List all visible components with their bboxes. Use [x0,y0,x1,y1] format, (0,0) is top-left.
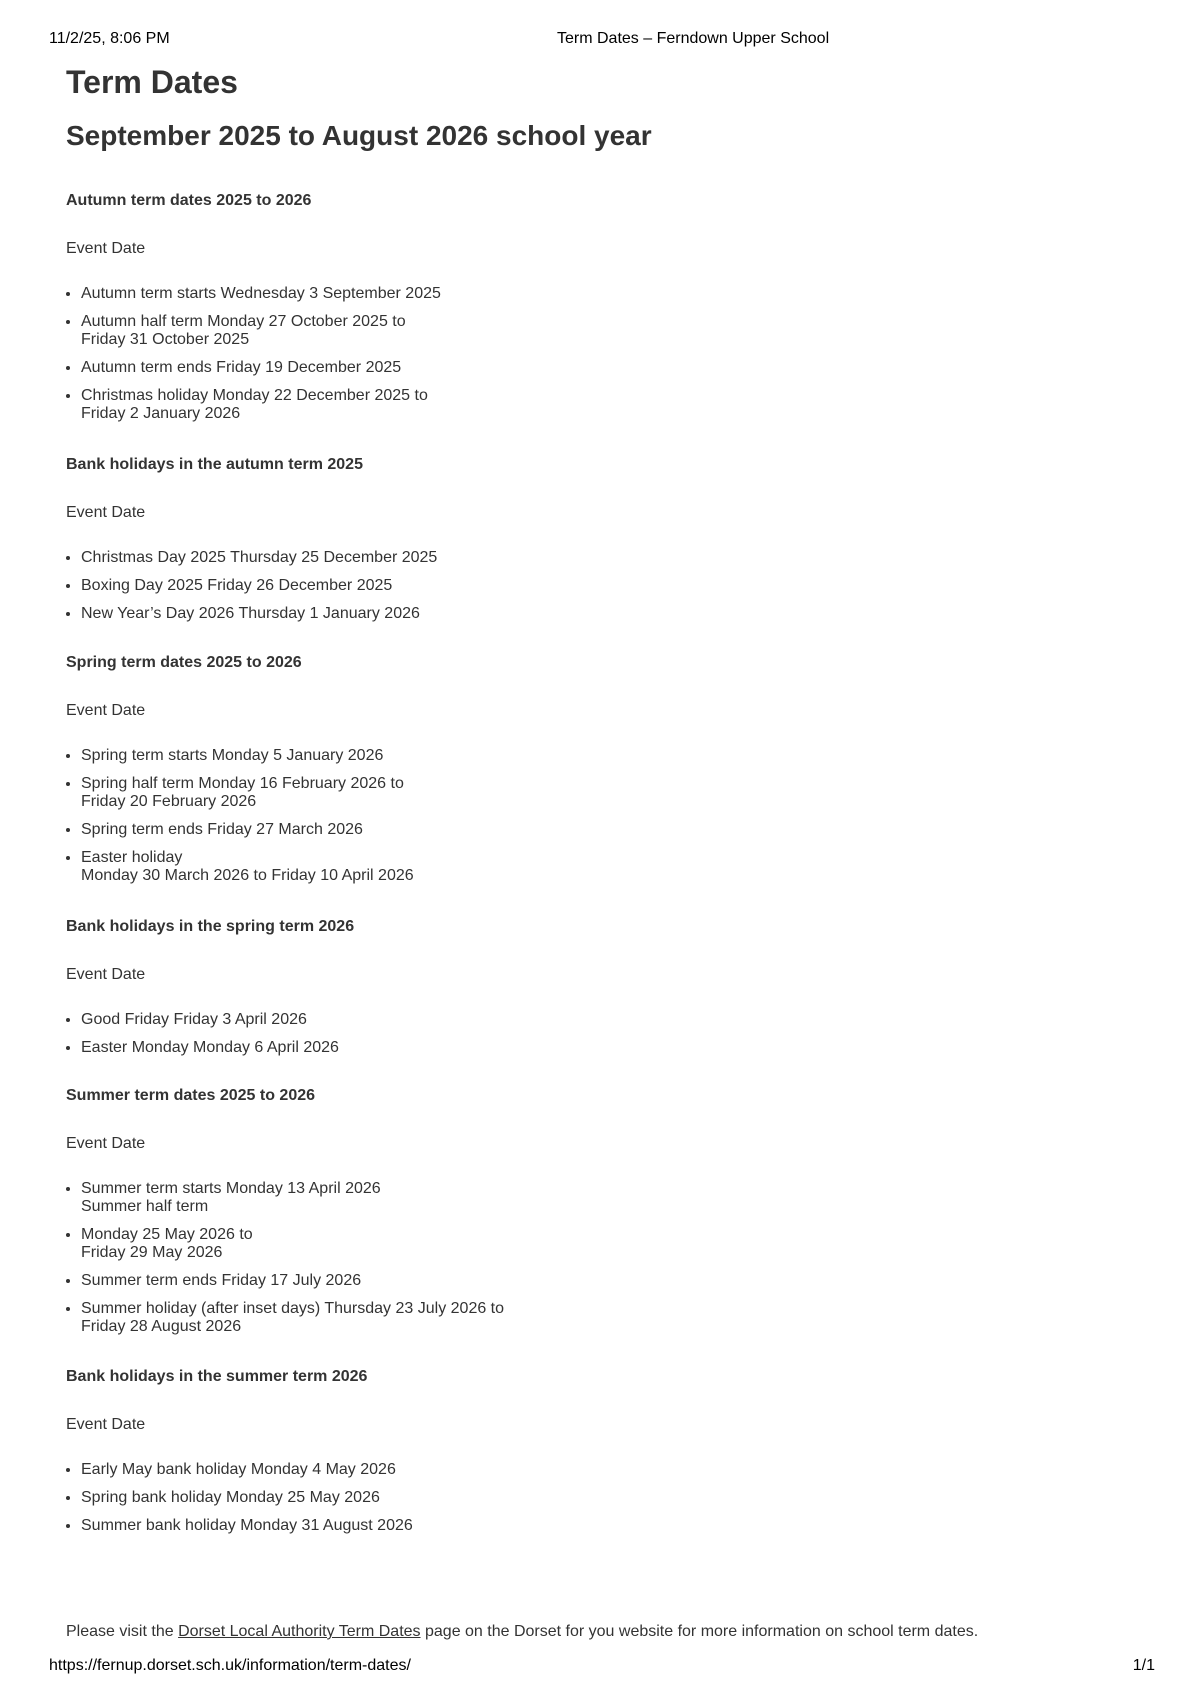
main-content [66,62,1126,1545]
event-text: Easter Monday Monday 6 April 2026 [81,1039,339,1056]
page-subtitle: September 2025 to August 2026 school year [66,120,652,151]
event-list-item [81,775,1126,811]
event-list [66,1180,1126,1336]
event-text: Autumn term ends Friday 19 December 2025 [81,359,402,376]
event-text: New Year’s Day 2026 Thursday 1 January 2026 [81,605,420,622]
event-text: Autumn term starts Wednesday 3 September 2025 [81,285,441,302]
event-text: Autumn half term Monday 27 October 2025 to [81,313,406,330]
event-list-item [81,1300,1126,1336]
event-list-item [81,849,1126,885]
event-text: Friday 2 January 2026 [81,405,241,422]
event-text: Summer holiday (after inset days) Thursday 23 July 2026 to [81,1300,505,1317]
print-header [0,30,1200,54]
print-page-number: 1/1 [1132,1657,1155,1674]
event-list-item [81,605,1126,623]
print-url: https://fernup.dorset.sch.uk/information/term-dates/ [49,1657,411,1674]
event-list-item [81,1011,1126,1029]
table-column-headers: Event Date [66,504,146,521]
event-list-item [81,285,1126,303]
event-list-item [81,1489,1126,1507]
table-column-headers: Event Date [66,1416,146,1433]
print-datetime: 11/2/25, 8:06 PM [49,30,170,47]
event-text: Summer term starts Monday 13 April 2026 [81,1180,381,1197]
event-text: Monday 30 March 2026 to Friday 10 April 2026 [81,867,414,884]
table-column-headers: Event Date [66,240,146,257]
section-heading: Autumn term dates 2025 to 2026 [66,192,312,209]
dorset-term-dates-link[interactable]: Dorset Local Authority Term Dates [178,1623,421,1640]
event-list-item [81,577,1126,595]
event-text: Spring bank holiday Monday 25 May 2026 [81,1489,380,1506]
section-heading: Spring term dates 2025 to 2026 [66,654,302,671]
event-list-item [81,1461,1126,1479]
section-heading: Bank holidays in the autumn term 2025 [66,456,363,473]
event-list [66,1461,1126,1535]
event-text: Summer half term [81,1198,209,1215]
footnote-text-after: page on the Dorset for you website for more information on school term dates. [420,1623,979,1640]
event-text: Christmas Day 2025 Thursday 25 December 2025 [81,549,438,566]
page-title: Term Dates [66,64,238,100]
event-text: Christmas holiday Monday 22 December 2025 to [81,387,428,404]
event-text: Summer term ends Friday 17 July 2026 [81,1272,362,1289]
event-list-item [81,549,1126,567]
event-text: Friday 28 August 2026 [81,1318,242,1335]
section-heading: Bank holidays in the summer term 2026 [66,1368,368,1385]
section-heading: Bank holidays in the spring term 2026 [66,918,355,935]
event-list-item [81,747,1126,765]
term-section [66,1086,1126,1336]
event-list-item [81,1272,1126,1290]
event-list-item [81,313,1126,349]
event-list-item [81,359,1126,377]
event-list-item [81,1517,1126,1535]
event-list [66,747,1126,885]
table-column-headers: Event Date [66,1135,146,1152]
term-section [66,653,1126,885]
footnote [66,1622,978,1642]
term-section [66,191,1126,423]
event-list-item [81,821,1126,839]
event-list [66,1011,1126,1057]
event-text: Good Friday Friday 3 April 2026 [81,1011,307,1028]
event-text: Spring half term Monday 16 February 2026 to [81,775,404,792]
table-column-headers: Event Date [66,702,146,719]
event-text: Monday 25 May 2026 to [81,1226,253,1243]
term-section [66,455,1126,623]
event-list-item [81,1180,1126,1216]
event-text: Easter holiday [81,849,183,866]
event-list-item [81,1039,1126,1057]
event-text: Spring term starts Monday 5 January 2026 [81,747,384,764]
event-text: Friday 31 October 2025 [81,331,250,348]
term-section [66,1367,1126,1535]
event-list-item [81,387,1126,423]
event-text: Early May bank holiday Monday 4 May 2026 [81,1461,396,1478]
section-heading: Summer term dates 2025 to 2026 [66,1087,316,1104]
event-text: Summer bank holiday Monday 31 August 2026 [81,1517,413,1534]
event-list [66,549,1126,623]
event-text: Spring term ends Friday 27 March 2026 [81,821,363,838]
event-list-item [81,1226,1126,1262]
footnote-text-before: Please visit the [66,1623,179,1640]
term-section [66,917,1126,1057]
term-sections [66,191,1126,1535]
event-list [66,285,1126,423]
event-text: Friday 20 February 2026 [81,793,257,810]
table-column-headers: Event Date [66,966,146,983]
event-text: Boxing Day 2025 Friday 26 December 2025 [81,577,393,594]
event-text: Friday 29 May 2026 [81,1244,223,1261]
print-page-title: Term Dates – Ferndown Upper School [557,30,830,47]
